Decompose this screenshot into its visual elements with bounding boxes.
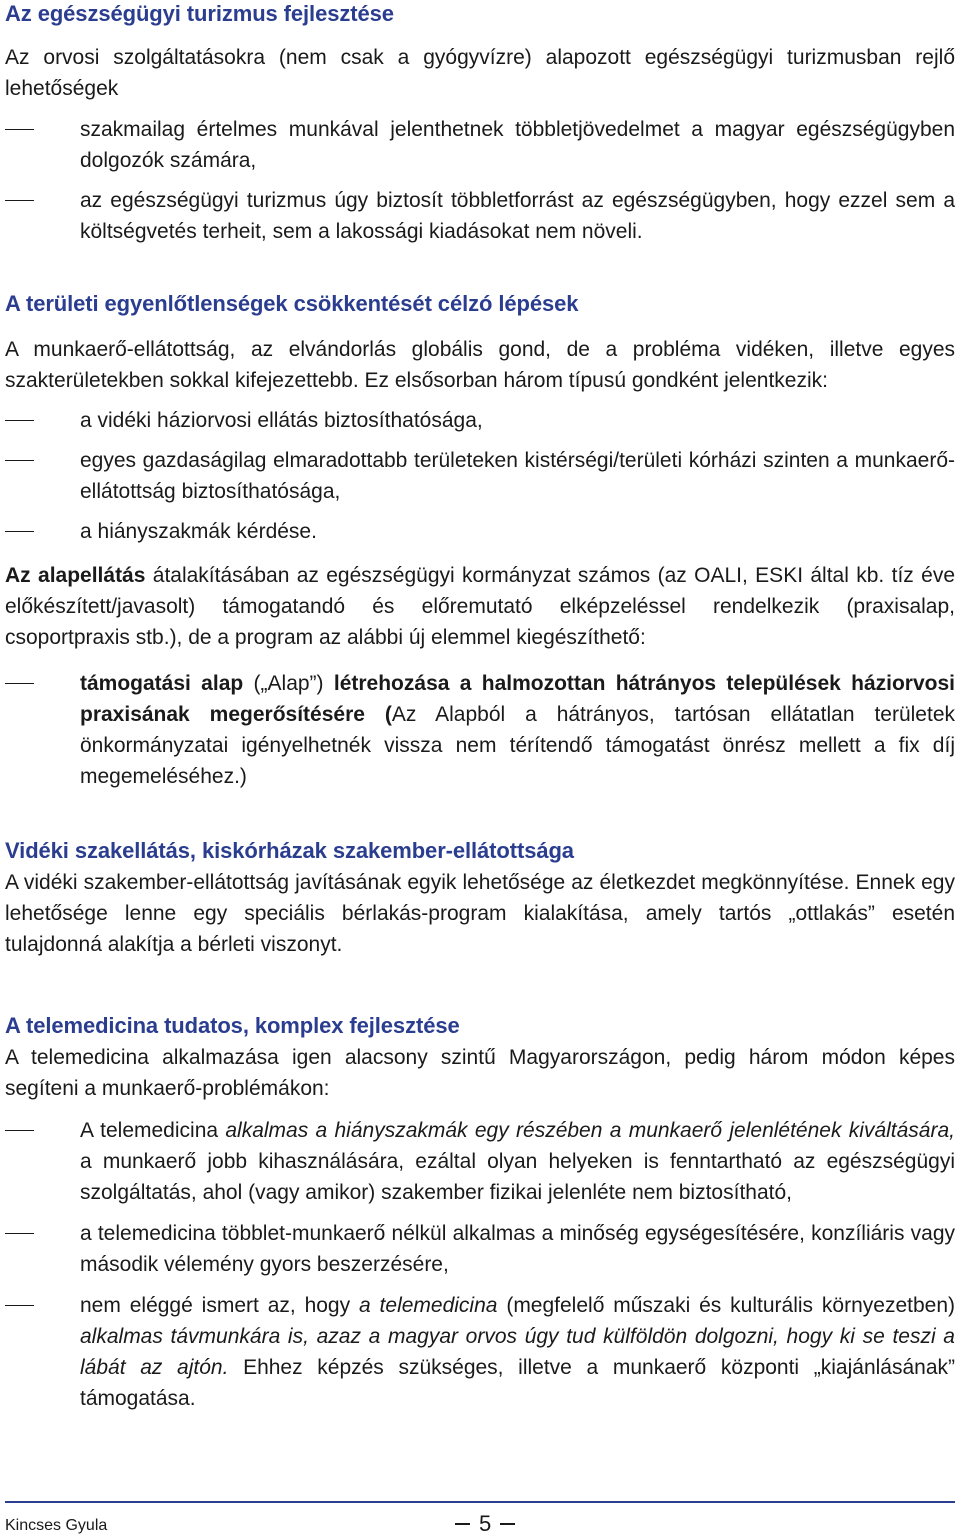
- page-number-value: 5: [479, 1511, 492, 1536]
- page-number: [455, 1511, 515, 1537]
- dash-bullet-icon: [5, 420, 34, 421]
- list-item: a telemedicina többlet-munkaerő nélkül alkalmas a minőség egységesítésére, konzíliáris vagy második vélemény gyors beszerzésére,: [5, 1218, 955, 1280]
- dash-icon: [455, 1523, 470, 1525]
- list-item: a vidéki háziorvosi ellátás biztosíthatósága,: [5, 405, 955, 436]
- paragraph: A vidéki szakember-ellátottság javításának egyik lehetősége az életkezdet megkönnyítése. Ennek egy lehetősége lenne egy speciális bérlakás-program kialakítása, amely tartós „ottlakás” esetén tulajdonná alakítja a bérleti viszonyt.: [5, 871, 955, 956]
- section-health-tourism: [5, 1, 955, 247]
- list-item: nem eléggé ismert az, hogy a telemedicina (megfelelő műszaki és kulturális környezetben) alkalmas távmunkára is, azaz a magyar orvos úgy tud külföldön dolgozni, hogy ki se teszi a lábát az ajtón. Ehhez képzés szükséges, illetve a munkaerő központi „kiajánlásának” támogatása.: [5, 1290, 955, 1414]
- dash-icon: [500, 1523, 515, 1525]
- paragraph: Az alapellátás átalakításában az egészségügyi kormányzat számos (az OALI, ESKI által kb. tíz éve előkészített/javasolt) támogatandó és előremutató elképzeléssel rendelkezik (praxisalap, csoportpraxis stb.), de a program az alábbi új elemmel kiegészíthető:: [5, 564, 955, 649]
- section-telemedicine: [5, 1013, 955, 1414]
- list-item: egyes gazdaságilag elmaradottabb területeken kistérségi/területi kórházi szinten a munkaerő-ellátottság biztosíthatósága,: [5, 445, 955, 507]
- section-rural-specialist-care: [5, 838, 955, 960]
- paragraph: A telemedicina alkalmazása igen alacsony szintű Magyarországon, pedig három módon képes segíteni a munkaerő-problémákon:: [5, 1046, 955, 1100]
- dash-bullet-icon: [5, 460, 34, 461]
- list-item: támogatási alap („Alap”) létrehozása a halmozottan hátrányos települések háziorvosi praxisának megerősítésére (Az Alapból a hátrányos, tartósan ellátatlan területek önkormányzatai igényelhetnék vissza nem térítendő támogatást önrész mellett a fix díj megemeléséhez.): [5, 668, 955, 792]
- dash-list: [5, 114, 955, 247]
- section-heading: A területi egyenlőtlenségek csökkentését célzó lépések: [5, 291, 579, 316]
- list-item: a hiányszakmák kérdése.: [5, 516, 955, 547]
- section-regional-inequality: [5, 291, 955, 792]
- paragraph: Az orvosi szolgáltatásokra (nem csak a gyógyvízre) alapozott egészségügyi turizmusban rejlő lehetőségek: [5, 46, 955, 100]
- dash-bullet-icon: [5, 200, 34, 201]
- list-item: A telemedicina alkalmas a hiányszakmák egy részében a munkaerő jelenlétének kiváltására, a munkaerő jobb kihasználására, ezáltal olyan helyeken is fenntartható az egészségügyi szolgáltatás, ahol (vagy amikor) szakember fizikai jelenléte nem biztosítható,: [5, 1115, 955, 1208]
- dash-list: [5, 668, 955, 792]
- section-heading: Az egészségügyi turizmus fejlesztése: [5, 1, 394, 26]
- footer-divider: [5, 1501, 955, 1503]
- dash-bullet-icon: [5, 129, 34, 130]
- list-item: az egészségügyi turizmus úgy biztosít többletforrást az egészségügyben, hogy ezzel sem a költségvetés terheit, sem a lakossági kiadásokat nem növeli.: [5, 185, 955, 247]
- dash-bullet-icon: [5, 1233, 34, 1234]
- dash-bullet-icon: [5, 1305, 34, 1306]
- dash-bullet-icon: [5, 683, 34, 684]
- dash-bullet-icon: [5, 1130, 34, 1131]
- dash-list: [5, 405, 955, 547]
- section-heading: Vidéki szakellátás, kiskórházak szakember-ellátottsága: [5, 838, 574, 863]
- list-item: szakmailag értelmes munkával jelenthetnek többletjövedelmet a magyar egészségügyben dolgozók számára,: [5, 114, 955, 176]
- dash-bullet-icon: [5, 531, 34, 532]
- section-heading: A telemedicina tudatos, komplex fejlesztése: [5, 1013, 460, 1038]
- paragraph: A munkaerő-ellátottság, az elvándorlás globális gond, de a probléma vidéken, illetve egyes szakterületekben sokkal kifejezettebb. Ez elsősorban három típusú gondként jelentkezik:: [5, 338, 955, 392]
- footer-author: Kincses Gyula: [5, 1517, 108, 1534]
- dash-list: [5, 1115, 955, 1414]
